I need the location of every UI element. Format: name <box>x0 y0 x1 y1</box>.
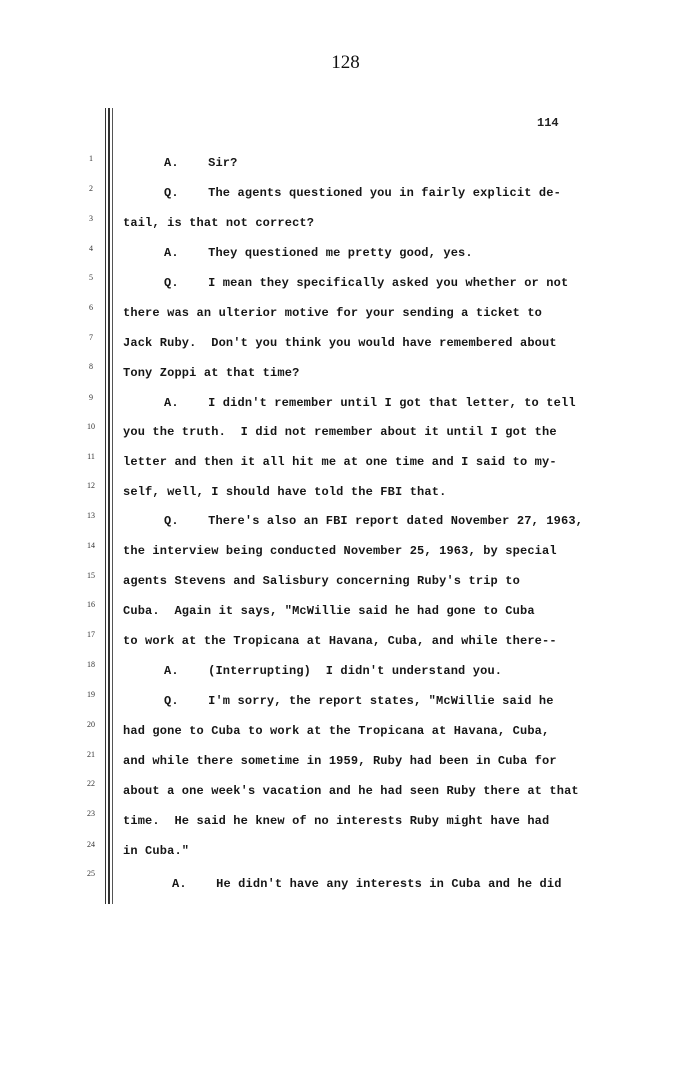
transcript-line: A. (Interrupting) I didn't understand you. <box>164 664 503 678</box>
line-number: 20 <box>87 720 95 729</box>
transcript-line: you the truth. I did not remember about it until I got the <box>123 425 557 439</box>
transcript-line: and while there sometime in 1959, Ruby had been in Cuba for <box>123 754 557 768</box>
transcript-line: self, well, I should have told the FBI that. <box>123 485 447 499</box>
margin-rule <box>108 108 110 904</box>
line-number: 8 <box>89 362 93 371</box>
line-number: 21 <box>87 750 95 759</box>
transcript-line: tail, is that not correct? <box>123 216 315 230</box>
page-number: 128 <box>331 52 360 73</box>
line-number: 5 <box>89 273 93 282</box>
transcript-line: Q. I'm sorry, the report states, "McWillie said he <box>164 694 554 708</box>
margin-rule <box>112 108 113 904</box>
line-number: 12 <box>87 481 95 490</box>
transcript-line: A. I didn't remember until I got that letter, to tell <box>164 396 576 410</box>
line-number: 10 <box>87 422 95 431</box>
transcript-line: Q. I mean they specifically asked you whether or not <box>164 276 569 290</box>
line-number: 2 <box>89 184 93 193</box>
line-number: 9 <box>89 393 93 402</box>
transcript-line: Jack Ruby. Don't you think you would have remembered about <box>123 336 557 350</box>
transcript-line: had gone to Cuba to work at the Tropicana at Havana, Cuba, <box>123 724 550 738</box>
transcript-line: Q. There's also an FBI report dated November 27, 1963, <box>164 514 584 528</box>
line-number: 24 <box>87 840 95 849</box>
transcript-page-number: 114 <box>537 116 559 130</box>
line-number: 14 <box>87 541 95 550</box>
line-number: 6 <box>89 303 93 312</box>
line-number: 18 <box>87 660 95 669</box>
transcript-line: about a one week's vacation and he had seen Ruby there at that <box>123 784 579 798</box>
line-number: 25 <box>87 869 95 878</box>
transcript-line: A. They questioned me pretty good, yes. <box>164 246 473 260</box>
line-number: 3 <box>89 214 93 223</box>
line-number: 23 <box>87 809 95 818</box>
line-number: 17 <box>87 630 95 639</box>
line-number: 13 <box>87 511 95 520</box>
line-number: 1 <box>89 154 93 163</box>
margin-rule <box>105 108 106 904</box>
transcript-line: in Cuba." <box>123 844 190 858</box>
transcript-line: Q. The agents questioned you in fairly explicit de- <box>164 186 561 200</box>
transcript-line: agents Stevens and Salisbury concerning Ruby's trip to <box>123 574 520 588</box>
line-number: 4 <box>89 244 93 253</box>
transcript-line: to work at the Tropicana at Havana, Cuba, and while there-- <box>123 634 557 648</box>
transcript-line: A. Sir? <box>164 156 238 170</box>
transcript-line: letter and then it all hit me at one time and I said to my- <box>123 455 557 469</box>
transcript-line: A. He didn't have any interests in Cuba and he did <box>172 877 562 891</box>
line-number: 15 <box>87 571 95 580</box>
line-number: 11 <box>87 452 95 461</box>
transcript-line: there was an ulterior motive for your sending a ticket to <box>123 306 543 320</box>
transcript-line: time. He said he knew of no interests Ruby might have had <box>123 814 550 828</box>
transcript-line: Cuba. Again it says, "McWillie said he had gone to Cuba <box>123 604 535 618</box>
transcript-line: the interview being conducted November 25, 1963, by special <box>123 544 557 558</box>
transcript-line: Tony Zoppi at that time? <box>123 366 300 380</box>
line-number: 7 <box>89 333 93 342</box>
line-number: 19 <box>87 690 95 699</box>
line-number: 16 <box>87 600 95 609</box>
line-number: 22 <box>87 779 95 788</box>
